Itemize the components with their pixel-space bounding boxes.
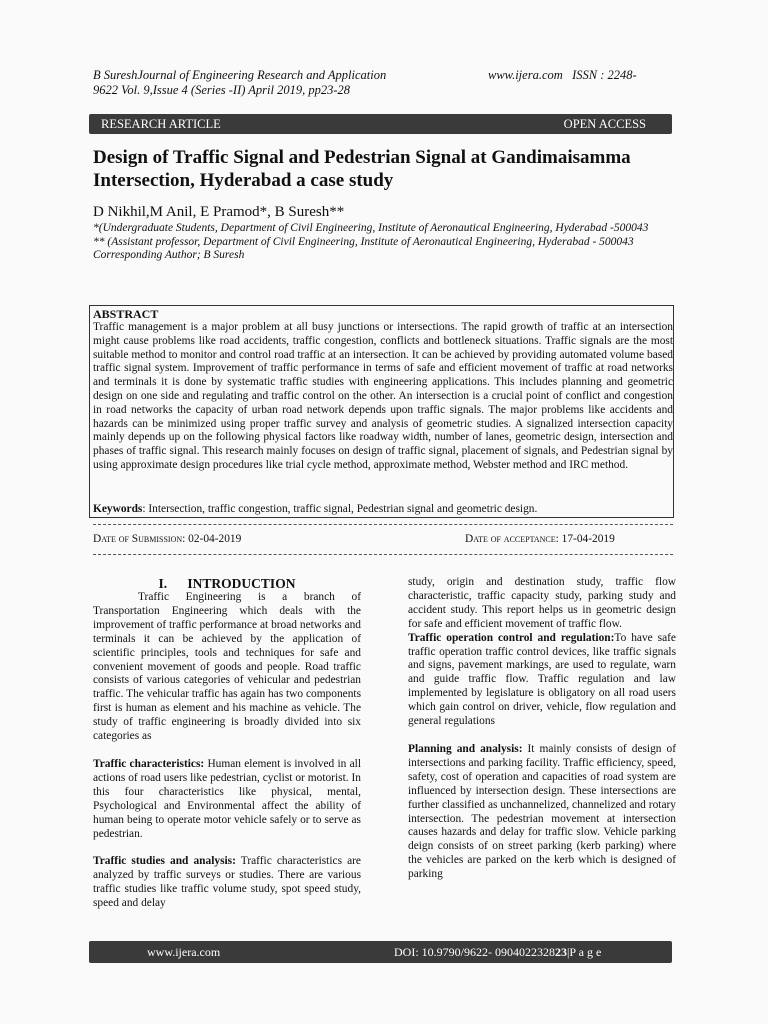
paragraph-planning-analysis: Planning and analysis: It mainly consists of design of intersections and parking facility. Traffic efficiency, speed, safety, cost of operation and capacities of road system are influenced by intersection design. These intersections are further classified as unchannelized, channelized and rotary intersection. The pedestrian movement at intersection causes hazards and delay for traffic slow. Vehicle parking deign consists of on street parking (kerb parking) where the vehicles are parked on the kerb which is designed of parking	[408, 742, 676, 881]
affiliations	[93, 222, 678, 263]
page-footer	[89, 941, 672, 963]
paragraph-studies-continued: study, origin and destination study, traffic flow characteristic, traffic capacity study, parking study and accident study. This report helps us in geometric design for safe and efficient movement of traffic flow.	[408, 576, 676, 630]
abstract-text: Traffic management is a major problem at all busy junctions or intersections. The rapid growth of traffic at an intersection might cause problems like road accidents, traffic congestion, conflicts and bottleneck situations. Traffic signals are the most suitable method to monitor and control road traffic at an intersection. It can be achieved by providing automated volume based traffic signal system. Improvement of traffic performance in terms of safe and efficient movement of traffic at road networks and terminals it is done by systematic traffic studies with engineering applications. This includes planning and geometric design on one side and regulating and traffic control on the other. An intersection is a crucial point of conflict and congestion in road networks the capacity of urban road network depends upon traffic signals. The major problems like accidents and hazards can be minimized using proper traffic survey and analysis of geometric studies. A signalized intersection capacity mainly depends up on the following physical factors like roadway width, number of lanes, geometric design, intersection and phases of traffic signal. This research mainly focuses on design of traffic signal, placement of signals, and Pedestrian signal by using approximate design procedures like trial cycle method, approximate method, Webster method and IRC method.	[93, 321, 673, 471]
paragraph-traffic-characteristics: Traffic characteristics: Human element is involved in all actions of road users like pedestrian, cyclist or motorist. In this four characteristics like physical, mental, Psychological and Environmental affect the ability of human being to operate motor vehicle safely or to serve as pedestrian.	[93, 757, 362, 840]
affiliation-1: *(Undergraduate Students, Department of Civil Engineering, Institute of Aeronautical Engineering, Hyderabad -500043	[93, 222, 649, 234]
author-list: D Nikhil,M Anil, E Pramod*, B Suresh**	[93, 204, 345, 220]
journal-line-2: 9622 Vol. 9,Issue 4 (Series -II) April 2019, pp23-28	[93, 83, 351, 97]
keywords	[93, 503, 673, 517]
journal-citation	[93, 68, 453, 98]
intro-paragraph: Traffic Engineering is a branch of Transportation Engineering which deals with the improvement of traffic performance at broad networks and terminals it can be achieved by the application of scientific principles, tools and techniques for safe and convenient movement of goods and people. Road traffic consists of various categories of vehicular and pedestrian traffic. The vehicular traffic has again has two components first is human as element and his machine as vehicle. The study of traffic engineering is broadly divided into six categories as	[93, 591, 361, 743]
article-type: RESEARCH ARTICLE	[101, 117, 221, 131]
footer-site-link[interactable]: www.ijera.com	[147, 945, 221, 959]
body-column-right	[408, 576, 676, 882]
paper-title: Design of Traffic Signal and Pedestrian Signal at Gandimaisamma Intersection, Hyderabad a case study	[93, 147, 631, 191]
footer-doi: DOI: 10.9790/9622- 090402232823|P a g e	[394, 945, 602, 959]
article-type-banner	[89, 114, 672, 134]
corresponding-author: Corresponding Author; B Suresh	[93, 249, 245, 261]
keywords-text: : Intersection, traffic congestion, traffic signal, Pedestrian signal and geometric design.	[142, 503, 538, 515]
section-heading: I. INTRODUCTION	[158, 576, 296, 591]
paragraph-traffic-studies: Traffic studies and analysis: Traffic characteristics are analyzed by traffic surveys or studies. There are various traffic studies like traffic volume study, spot speed study, speed and delay	[93, 855, 361, 910]
affiliation-2: ** (Assistant professor, Department of Civil Engineering, Institute of Aeronautical Engineering, Hyderabad - 500043	[93, 235, 634, 248]
abstract-heading: ABSTRACT	[93, 307, 159, 321]
keywords-label: Keywords	[93, 503, 143, 515]
divider-top	[93, 524, 673, 525]
body-column-left	[93, 576, 361, 911]
open-access-label: OPEN ACCESS	[563, 117, 646, 131]
page-number: 23	[555, 945, 567, 959]
journal-line-1: B SureshJournal of Engineering Research and Application	[93, 68, 387, 82]
paragraph-traffic-operation: Traffic operation control and regulation:To have safe traffic operation traffic control devices, like traffic signals and signs, pavement markings, are used to regulate, warn and guide traffic flow. Traffic regulation and law implemented by legislature is obligatory on all road users which gain control on driver, vehicle, flow regulation and general regulations	[408, 631, 676, 728]
acceptance-date: Date of acceptance: 17-04-2019	[465, 533, 615, 545]
journal-site-issn: www.ijera.com ISSN : 2248-	[488, 68, 637, 82]
divider-bottom	[93, 554, 673, 555]
submission-date: Date of Submission: 02-04-2019	[93, 533, 242, 545]
